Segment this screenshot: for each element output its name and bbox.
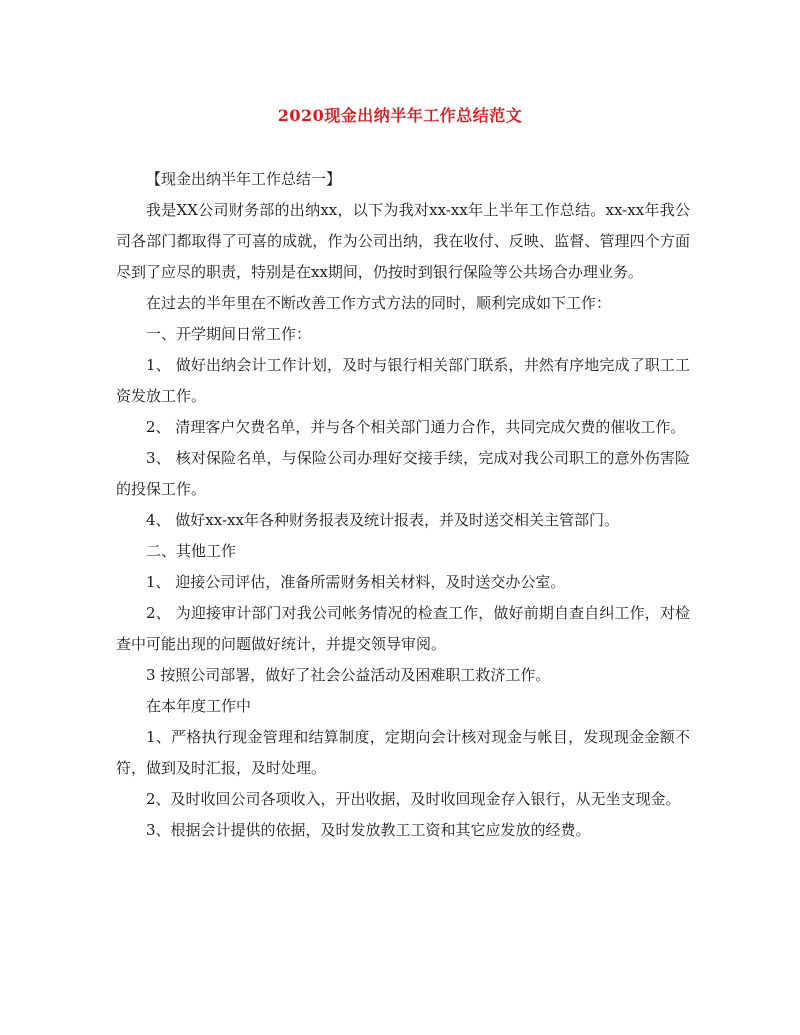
heading-annual-work: 在本年度工作中	[146, 697, 252, 715]
paragraph-summary-lead: 在过去的半年里在不断改善工作方式方法的同时，顺利完成如下工作：	[146, 294, 612, 312]
section-heading: 【现金出纳半年工作总结一】	[146, 170, 342, 188]
heading-daily-work: 一、开学期间日常工作：	[146, 325, 312, 343]
list-item-daily-4: 4、 做好xx-xx年各种财务报表及统计报表，并及时送交相关主管部门。	[146, 511, 619, 529]
list-item-daily-1: 1、 做好出纳会计工作计划，及时与银行相关部门联系，井然有序地完成了职工工资发放工作。	[116, 356, 690, 405]
document-title: 2020现金出纳半年工作总结范文	[277, 106, 523, 125]
list-item-other-2: 2、 为迎接审计部门对我公司帐务情况的检查工作，做好前期自查自纠工作，对检查中可能出现的问题做好统计，并提交领导审阅。	[116, 604, 690, 653]
list-item-other-3: 3 按照公司部署，做好了社会公益活动及困难职工救济工作。	[146, 666, 551, 684]
list-item-annual-3: 3、根据会计提供的依据，及时发放教工工资和其它应发放的经费。	[146, 821, 591, 839]
list-item-daily-2: 2、 清理客户欠费名单，并与各个相关部门通力合作，共同完成欠费的催收工作。	[146, 418, 686, 436]
document-body	[116, 164, 690, 846]
heading-other-work: 二、其他工作	[146, 542, 237, 560]
paragraph-intro: 我是XX公司财务部的出纳xx，以下为我对xx-xx年上半年工作总结。xx-xx年我公司各部门都取得了可喜的成就，作为公司出纳，我在收付、反映、监督、管理四个方面尽到了应尽的职责，特别是在xx期间，仍按时到银行保险等公共场合办理业务。	[116, 201, 690, 281]
list-item-annual-2: 2、及时收回公司各项收入，开出收据，及时收回现金存入银行，从无坐支现金。	[146, 790, 681, 808]
list-item-annual-1: 1、严格执行现金管理和结算制度，定期向会计核对现金与帐目，发现现金金额不符，做到及时汇报，及时处理。	[116, 728, 690, 777]
list-item-other-1: 1、 迎接公司评估，准备所需财务相关材料，及时送交办公室。	[146, 573, 566, 591]
list-item-daily-3: 3、 核对保险名单，与保险公司办理好交接手续，完成对我公司职工的意外伤害险的投保工作。	[116, 449, 690, 498]
